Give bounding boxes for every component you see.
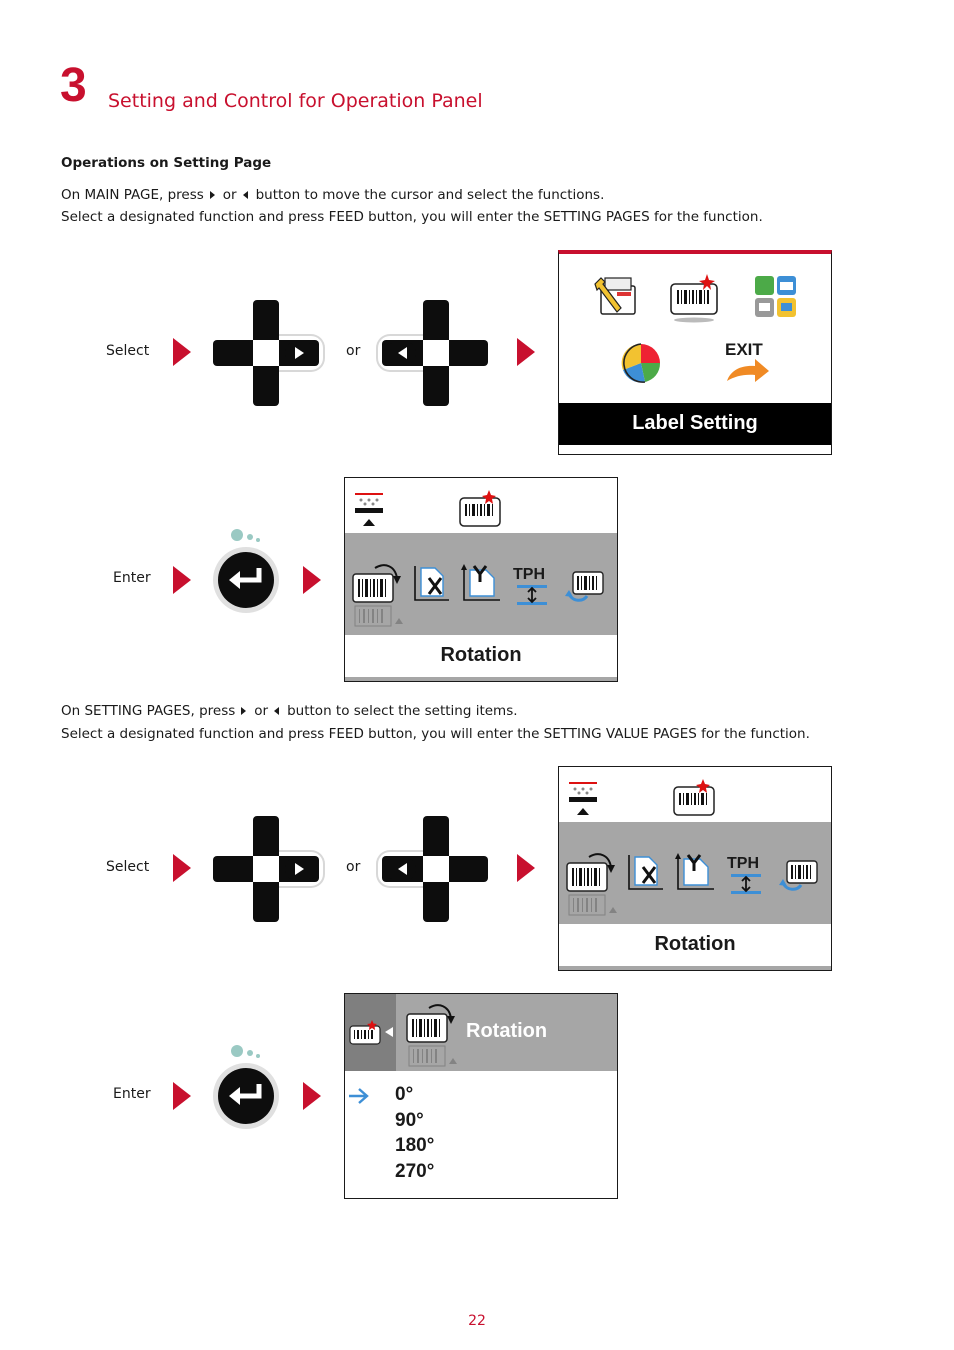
- mirror-print-icon: [565, 570, 605, 604]
- cursor-arrow-icon: [348, 1087, 370, 1105]
- right-key-icon: [210, 191, 215, 199]
- rotation-icon: [351, 560, 403, 630]
- mirror-print-icon: [779, 859, 819, 893]
- tph-adjust-icon: [515, 584, 549, 606]
- tph-label: TPH: [727, 855, 759, 872]
- feed-enter-button-icon: [212, 528, 282, 614]
- main-screen-caption: Label Setting: [559, 403, 831, 445]
- settings-tools-icon: [591, 274, 641, 320]
- enter-label-2: Enter: [113, 1086, 151, 1102]
- printer-setup-icon: [567, 781, 599, 817]
- option-90-degrees[interactable]: 90°: [395, 1110, 424, 1131]
- option-180-degrees[interactable]: 180°: [395, 1135, 435, 1156]
- statistics-pie-icon: [619, 342, 667, 384]
- right-key-icon: [241, 707, 246, 715]
- select-label-1: Select: [106, 343, 150, 359]
- label-setting-icon: [667, 272, 721, 324]
- red-arrow-icon: [173, 566, 191, 594]
- shift-y-icon: [674, 851, 716, 893]
- para2-line1: On SETTING PAGES, press or button to select the setting items.: [61, 703, 518, 719]
- tph-label: TPH: [513, 566, 545, 583]
- setting-value-screen: [344, 993, 618, 1199]
- label-setting-icon: [671, 779, 717, 817]
- dpad-right-icon: [213, 816, 325, 922]
- red-arrow-icon: [173, 854, 191, 882]
- setting-page-screen: [344, 477, 618, 682]
- para1-line2: Select a designated function and press FEED button, you will enter the SETTING PAGES for the function.: [61, 209, 763, 225]
- or-label-1: or: [346, 343, 361, 359]
- exit-label: EXIT: [725, 340, 763, 359]
- red-arrow-icon: [173, 338, 191, 366]
- red-arrow-icon: [517, 338, 535, 366]
- setting-screen-caption: Rotation: [440, 644, 522, 666]
- tph-adjust-icon: [729, 873, 763, 895]
- label-setting-icon: [457, 490, 503, 528]
- left-key-icon: [243, 191, 248, 199]
- red-arrow-icon: [303, 566, 321, 594]
- setting-page-screen-selected: [558, 766, 832, 971]
- back-to-label-setting-icon: [349, 1020, 395, 1046]
- rotation-icon: [565, 849, 617, 919]
- dpad-right-icon: [213, 300, 325, 406]
- rotation-icon: [403, 1000, 459, 1070]
- option-0-degrees[interactable]: 0°: [395, 1084, 414, 1105]
- para2-line2: Select a designated function and press FEED button, you will enter the SETTING VALUE PAGES for the function.: [61, 726, 810, 742]
- feed-enter-button-icon: [212, 1044, 282, 1130]
- chapter-title: Setting and Control for Operation Panel: [108, 90, 483, 112]
- shift-x-icon: [409, 564, 451, 604]
- red-arrow-icon: [303, 1082, 321, 1110]
- dpad-left-icon: [382, 816, 494, 922]
- page-number: 22: [468, 1313, 486, 1329]
- shift-y-icon: [460, 562, 502, 604]
- red-arrow-icon: [173, 1082, 191, 1110]
- setting-screen-caption: Rotation: [654, 933, 736, 955]
- chapter-number: 3: [60, 59, 87, 112]
- option-270-degrees[interactable]: 270°: [395, 1161, 435, 1182]
- printer-setup-icon: [353, 492, 385, 528]
- exit-arrow-icon: [725, 357, 771, 383]
- section-heading: Operations on Setting Page: [61, 155, 272, 171]
- select-label-2: Select: [106, 859, 150, 875]
- para1-line1: On MAIN PAGE, press or button to move the cursor and select the functions.: [61, 187, 605, 203]
- interface-setting-icon: [753, 274, 799, 320]
- left-key-icon: [274, 707, 279, 715]
- or-label-2: or: [346, 859, 361, 875]
- red-arrow-icon: [517, 854, 535, 882]
- enter-label-1: Enter: [113, 570, 151, 586]
- shift-x-icon: [623, 853, 665, 893]
- main-page-screen: [558, 250, 832, 455]
- dpad-left-icon: [382, 300, 494, 406]
- value-screen-title: Rotation: [466, 1020, 548, 1042]
